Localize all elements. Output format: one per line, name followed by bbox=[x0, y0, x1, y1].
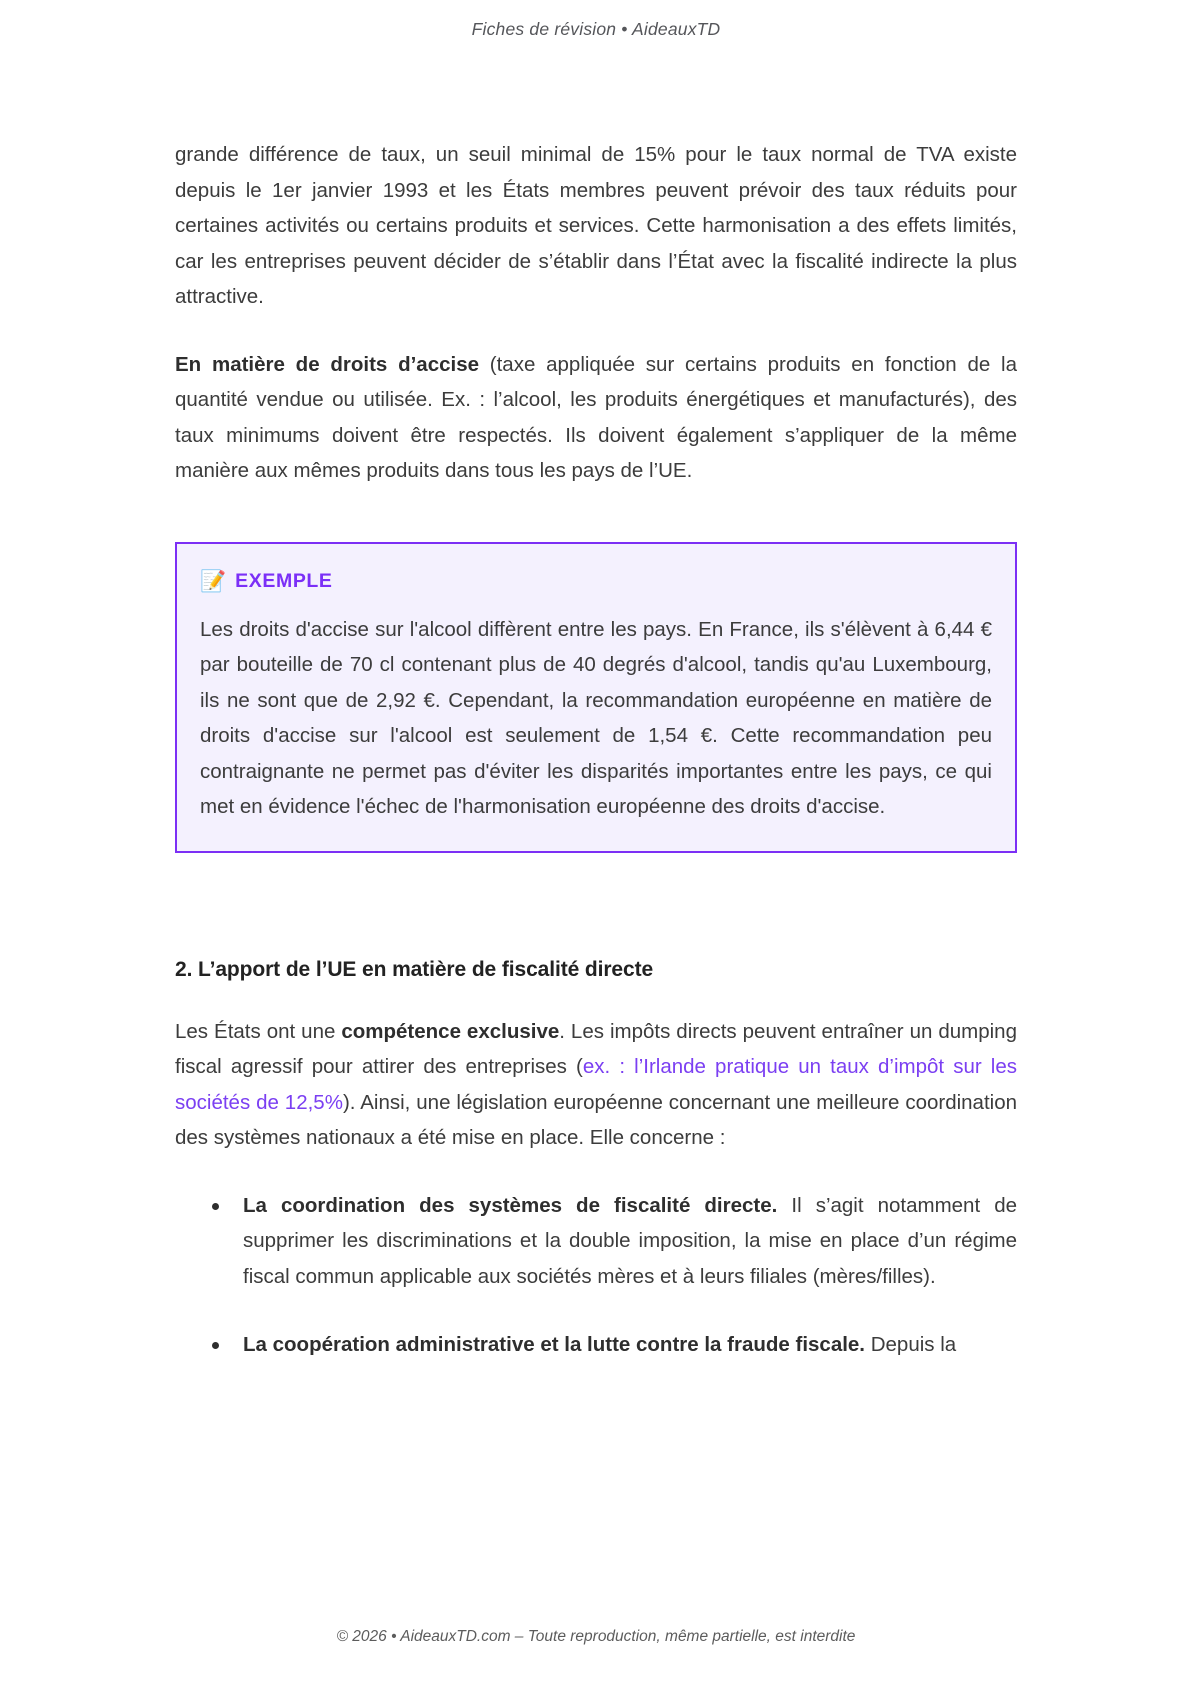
list-item-bold-lead: La coordination des systèmes de fiscalité directe. bbox=[243, 1193, 778, 1217]
running-footer: © 2026 • AideauxTD.com – Toute reproduction, même partielle, est interdite bbox=[336, 1628, 856, 1645]
callout-title: EXEMPLE bbox=[235, 569, 333, 592]
intro-accent-irlande: ex. : l’Irlande pratique un taux d’impôt sur les sociétés de 12,5% bbox=[175, 1055, 1017, 1114]
intro-text-part2: . Les impôts directs peuvent entraîner un dumping fiscal agressif pour attirer des entreprises ( bbox=[175, 1019, 1017, 1078]
list-item-text: Il s’agit notamment de supprimer les discriminations et la double imposition, la mise en place d’un régime fiscal commun applicable aux sociétés mères et à leurs filiales (mères/filles). bbox=[243, 1193, 1018, 1288]
callout-header bbox=[200, 570, 992, 593]
list-item-bold-lead: La coopération administrative et la lutte contre la fraude fiscale. bbox=[243, 1333, 866, 1356]
list-item-text: Depuis la bbox=[865, 1333, 957, 1356]
paragraph-droits-accise bbox=[175, 347, 1017, 489]
paragraph-body-rest: (taxe appliquée sur certains produits en fonction de la quantité vendue ou utilisée. Ex. : l’alcool, les produits énergétiques et manufacturés), des taux minimums doivent être respectés. Ils doivent également s’appliquer de la même manière aux mêmes produits dans tous les pays de l’UE. bbox=[175, 352, 1017, 482]
list-item bbox=[175, 1188, 1017, 1295]
callout-body-text: Les droits d'accise sur l'alcool diffèrent entre les pays. En France, ils s'élèvent à 6,44 € par bouteille de 70 cl contenant plus de 40 degrés d'alcool, tandis qu'au Luxembourg, ils ne sont que de 2,92 €. Cependant, la recommandation européenne en matière de droits d'accise sur l'alcool est seulement de 1,54 €. Cette recommandation peu contraignante ne permet pas d'éviter les disparités importantes entre les pays, ce qui met en évidence l'échec de l'harmonisation européenne des droits d'accise. bbox=[200, 617, 992, 818]
running-header: Fiches de révision • AideauxTD bbox=[471, 19, 721, 39]
section-heading: 2. L’apport de l’UE en matière de fiscalité directe bbox=[175, 957, 654, 981]
paragraph-bold-lead: En matière de droits d’accise bbox=[175, 352, 479, 376]
intro-bold-competence: compétence exclusive bbox=[341, 1019, 560, 1043]
intro-text-part1: Les États ont une bbox=[175, 1019, 342, 1043]
bullet-list bbox=[175, 1188, 1017, 1363]
page-content bbox=[175, 137, 1017, 1684]
example-callout-box bbox=[175, 542, 1017, 853]
memo-pencil-icon: 📝 bbox=[200, 569, 227, 593]
intro-text-part3: ). Ainsi, une législation européenne concernant une meilleure coordination des systèmes nationaux a été mise en place. Elle concerne : bbox=[175, 1090, 1018, 1149]
paragraph-fiscalite-directe bbox=[175, 1014, 1017, 1156]
list-item bbox=[175, 1327, 1017, 1363]
paragraph-tva-harmonisation: grande différence de taux, un seuil minimal de 15% pour le taux normal de TVA existe depuis le 1er janvier 1993 et les États membres peuvent prévoir des taux réduits pour certaines activités ou certains produits et services. Cette harmonisation a des effets limités, car les entreprises peuvent décider de s’établir dans l’État avec la fiscalité indirecte la plus attractive. bbox=[175, 143, 1017, 308]
